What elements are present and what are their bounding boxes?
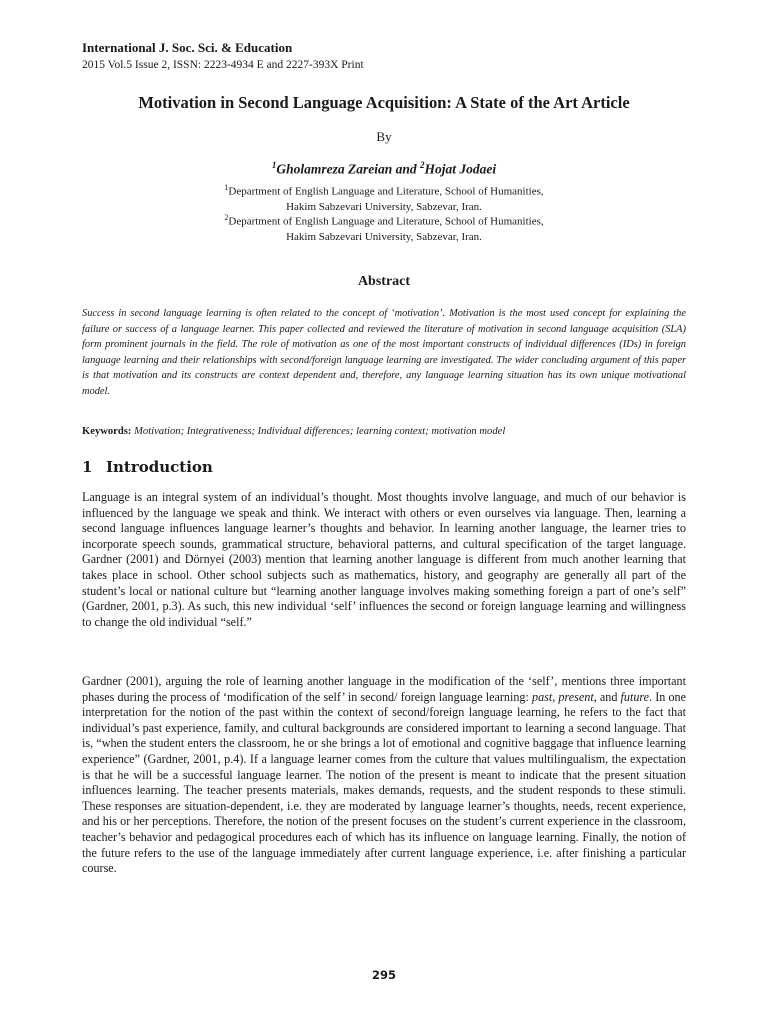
abstract-text: Success in second language learning is often related to the concept of ‘motivation’. Motivation is the most used concept for explaining the failure or success of a language learner. This paper collected and reviewed the literature of motivation in second language acquisition (SLA) form prominent journals in the field. The role of motivation as one of the most important constructs of individual differences (IDs) in foreign language learning and their relationships with second/foreign language learning are investigated. The wider concluding argument of this paper is that motivation and its constructs are context dependent and, therefore, any language learning situation has its own unique motivational model. <box>82 308 686 397</box>
affiliation-1-line-1 <box>0 180 768 200</box>
section-title: Introduction <box>106 458 213 476</box>
section-heading <box>82 458 213 476</box>
author-2-superscript: 2 <box>420 160 425 170</box>
keywords-text: Motivation; Integrativeness; Individual differences; learning context; motivation model <box>134 426 506 437</box>
affiliation-1-department: Department of English Language and Literature, School of Humanities, <box>228 185 544 198</box>
paragraph-2-sep-2: , and <box>593 689 621 704</box>
paragraph-2-text-b: . In one interpretation for the notion of the past within the context of second/foreign language learning, he refers to the fact that individual’s past experience, family, and cultural backgrounds are considered important to learning a second language. That is, “when the student enters the classroom, he or she brings a lot of emotional and cognitive baggage that influence learning experience” (Gardner, 2001, p.4). If a language learner comes from the culture that values multilingualism, the expectation is that he will be a successful language learner. The notion of the present is meant to indicate that the present situation influences learning. The teacher presents materials, makes demands, requests, and the student responds to these stimuli. These responses are situation-dependent, i.e. they are moderated by language learner’s thoughts, needs, recent experience, and his or her perceptions. Therefore, the notion of the present focuses on the student’s current experience in the classroom, teacher’s behavior and pedagogical procedures each of which has its influence on language learning. Finally, the notion of the future refers to the use of the language immediately after current language experience, i.e. after finishing a particular course. <box>82 689 686 876</box>
affiliation-2-department: Department of English Language and Literature, School of Humanities, <box>228 215 544 228</box>
affiliation-2 <box>0 210 768 245</box>
paragraph-2-sep-1: , <box>552 689 559 704</box>
paragraph-2 <box>82 674 686 877</box>
journal-issue: 2015 Vol.5 Issue 2, ISSN: 2223-4934 E and 2227-393X Print <box>82 59 364 71</box>
affiliation-1-superscript: 1 <box>224 183 229 192</box>
author-1-superscript: 1 <box>271 160 277 170</box>
page-number: 295 <box>371 968 396 982</box>
keywords <box>82 426 686 437</box>
abstract-heading: Abstract <box>357 274 411 289</box>
affiliation-2-line-2: Hakim Sabzevari University, Sabzevar, Iran. <box>286 230 482 243</box>
keywords-label: Keywords: <box>82 426 132 437</box>
term-future: future <box>620 689 650 704</box>
term-present: present <box>558 689 594 704</box>
journal-name: International J. Soc. Sci. & Education <box>82 40 293 55</box>
affiliation-2-line-1 <box>0 210 768 230</box>
section-number: 1 <box>82 458 93 476</box>
paper-title: Motivation in Second Language Acquisition: A State of the Art Article <box>138 93 630 112</box>
author-1-name: Gholamreza Zareian and <box>276 161 421 177</box>
term-past: past <box>532 689 553 704</box>
paragraph-1: Language is an integral system of an individual’s thought. Most thoughts involve language, and much of our behavior is influenced by the language we speak and think. We interact with others or even ourselves via language. Then, learning a second language influences language learner’s thoughts and behavior. In learning another language, the learner tries to incorporate speech sounds, grammatical structure, behavioral patterns, and cultural specification of the target language. Gardner (2001) and Dörnyei (2003) mention that learning another language is different from much another learning that takes place in school. Other school subjects such as mathematics, history, and geography are generally all part of the student’s local or national culture but “learning another language involves making something foreign a part of one’s self” (Gardner, 2001, p.3). As such, this new individual ‘self’ influences the second or foreign language learning and willingness to change the old individual “self.” <box>82 490 686 629</box>
byline: By <box>376 129 392 144</box>
affiliation-2-superscript: 2 <box>224 213 229 222</box>
affiliation-1-line-2: Hakim Sabzevari University, Sabzevar, Iran. <box>286 200 482 213</box>
paragraph-2-text-a: Gardner (2001), arguing the role of learning another language in the modification of the ‘self’, mentions three important phases during the process of ‘modification of the self’ in second/ foreign language learning: <box>82 674 686 704</box>
author-2-name: Hojat Jodaei <box>424 161 497 177</box>
author-list <box>0 160 768 178</box>
